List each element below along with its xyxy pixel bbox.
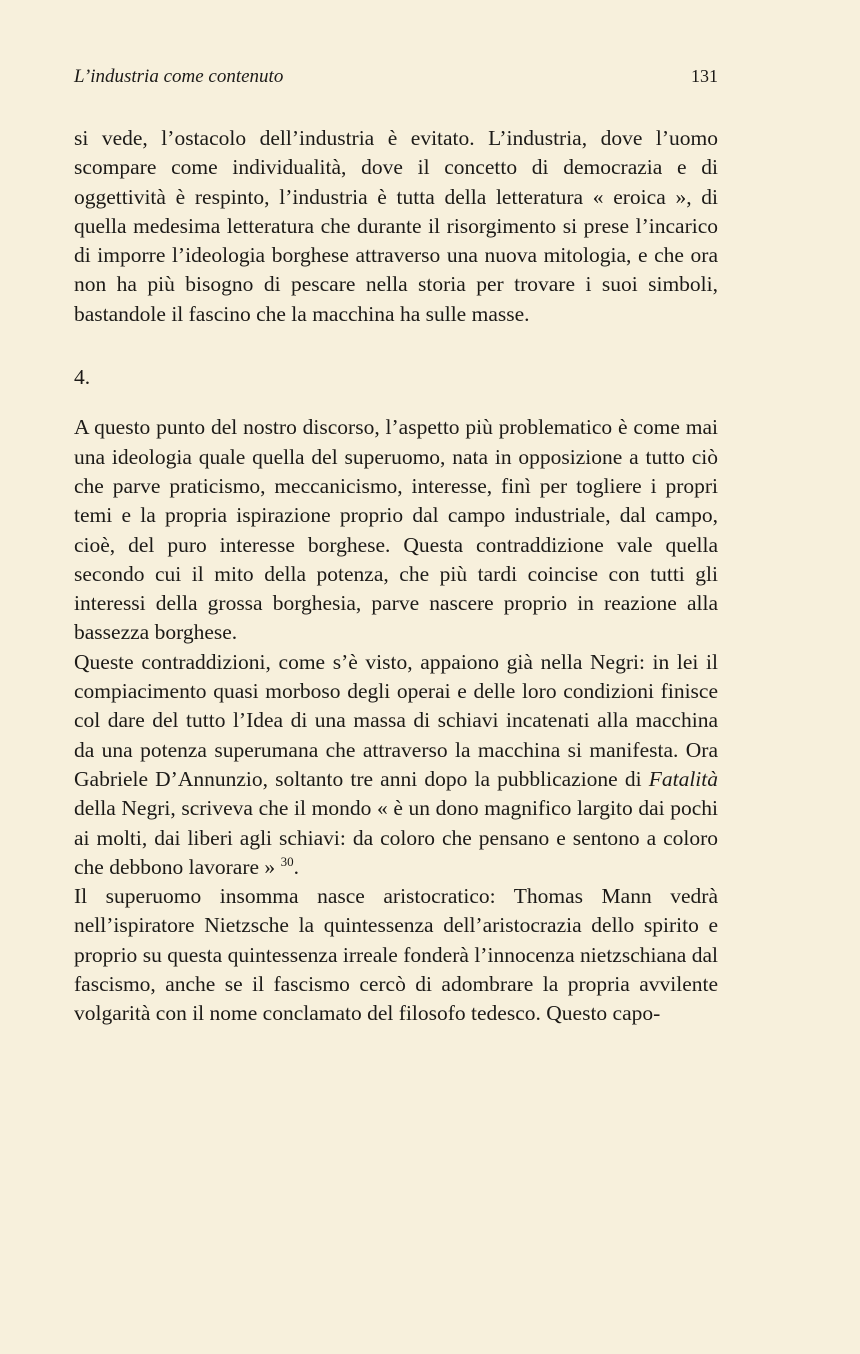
paragraph-4: Il superuomo insomma nasce aristocratico: Thomas Mann vedrà nell’ispiratore Nietzsche la quintessenza dell’aristocrazia dello spirito e proprio su questa quintessenza irreale fonderà l’innocenza nietzschiana dal fascismo, anche se il fascismo cercò di adombrare la propria avvilente volgarità con il nome conclamato del filosofo tedesco. Questo capo-: [74, 884, 718, 1026]
paragraph-3-end: .: [293, 854, 299, 879]
paragraph-3-text-a: Queste contraddizioni, come s’è visto, appaiono già nella Negri: in lei il compiacimento quasi morboso degli operai e delle loro condizioni finisce col dare del tutto l’Idea di una massa di schiavi incatenati alla macchina da una potenza superumana che attraverso la macchina si manifesta. Ora Gabriele D’Annunzio, soltanto tre anni dopo la pubblicazione di: [74, 649, 718, 791]
page-number: 131: [691, 66, 718, 86]
body-text: [74, 124, 718, 1029]
page-header: [74, 66, 718, 88]
footnote-marker[interactable]: 30: [280, 853, 294, 869]
paragraph-3: [74, 648, 718, 882]
section-number: 4.: [74, 365, 91, 390]
running-title: L’industria come contenuto: [74, 66, 284, 87]
work-title-fatalita: Fatalità: [648, 766, 718, 791]
paragraph-1: si vede, l’ostacolo dell’industria è evitato. L’industria, dove l’uomo scompare come individualità, dove il concetto di democrazia e di oggettività è respinto, l’industria è tutta della letteratura « eroica », di quella medesima letteratura che durante il risorgimento si prese l’incarico di imporre l’ideologia borghese attraverso una nuova mitologia, e che ora non ha più bisogno di pescare nella storia per trovare i suoi simboli, bastandole il fascino che la macchina ha sulle masse.: [74, 126, 718, 326]
paragraph-2: A questo punto del nostro discorso, l’aspetto più problematico è come mai una ideologia quale quella del superuomo, nata in opposizione a tutto ciò che parve praticismo, meccanicismo, interesse, finì per togliere i propri temi e la propria ispirazione proprio dal campo industriale, dal campo, cioè, del puro interesse borghese. Questa contraddizione vale quella secondo cui il mito della potenza, che più tardi coincise con tutti gli interessi della grossa borghesia, parve nascere proprio in reazione alla bassezza borghese.: [74, 415, 718, 645]
paragraph-3-text-b: della Negri, scriveva che il mondo « è un dono magnifico largito dai pochi ai molti, dai liberi agli schiavi: da coloro che pensano e sentono a coloro che debbono lavorare »: [74, 796, 718, 879]
